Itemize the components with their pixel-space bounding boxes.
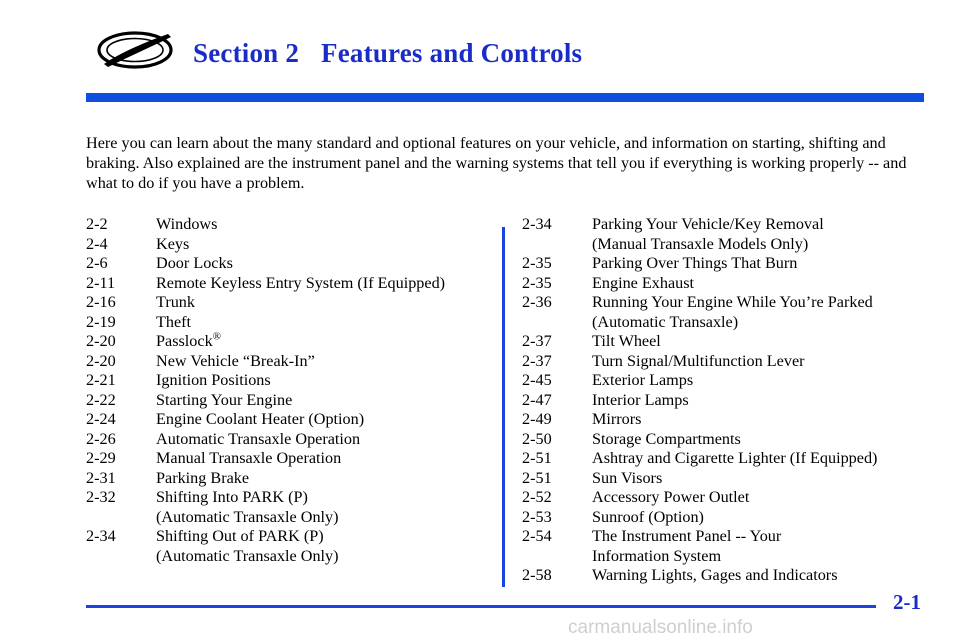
toc-entry-text: (Automatic Transaxle Only)	[156, 507, 339, 526]
toc-entry	[86, 449, 486, 469]
toc-page-number: 2-45	[522, 371, 552, 389]
toc-entry-text: Information System	[592, 546, 722, 565]
toc-entry-text: Remote Keyless Entry System (If Equipped)	[156, 273, 446, 292]
page-number: 2-1	[893, 590, 921, 614]
toc-entry-title	[592, 508, 922, 528]
toc-entry	[522, 332, 922, 352]
toc-entry	[522, 254, 922, 274]
toc-page-number: 2-29	[86, 449, 116, 467]
toc-left-column	[86, 215, 486, 566]
toc-entry-title	[592, 371, 922, 391]
toc-entry	[86, 332, 486, 352]
toc-entry	[86, 352, 486, 372]
toc-entry-title	[156, 313, 486, 333]
toc-entry-text: Parking Over Things That Burn	[592, 254, 798, 272]
toc-entry-text: Theft	[156, 312, 192, 331]
toc-entry	[522, 449, 922, 469]
footer-rule	[86, 605, 876, 608]
toc-entry	[522, 235, 922, 255]
toc-page-number: 2-49	[522, 410, 552, 428]
toc-entry-title	[156, 332, 486, 352]
watermark: carmanualsonline.info	[568, 617, 753, 638]
toc-entry-title	[592, 469, 922, 489]
toc-entry	[86, 410, 486, 430]
column-divider	[502, 227, 505, 587]
toc-entry-title	[592, 566, 922, 586]
toc-page-number: 2-51	[522, 449, 552, 467]
toc-entry	[522, 566, 922, 586]
toc-page-number: 2-21	[86, 371, 116, 389]
toc-entry-title	[592, 293, 922, 313]
toc-entry-text: Passlock	[156, 332, 213, 350]
toc-page-number: 2-2	[86, 215, 108, 233]
toc-entry	[86, 235, 486, 255]
toc-entry-text: Manual Transaxle Operation	[156, 449, 342, 467]
toc-entry	[522, 488, 922, 508]
toc-entry	[86, 469, 486, 489]
toc-entry-text: Keys	[156, 234, 190, 253]
toc-entry-title	[156, 469, 486, 489]
toc-entry-title	[592, 527, 922, 547]
oldsmobile-rocket-logo-icon	[96, 30, 174, 70]
toc-entry-text: Parking Brake	[156, 468, 250, 487]
toc-entry-title	[156, 293, 486, 313]
toc-entry	[86, 274, 486, 294]
toc-entry-text: Automatic Transaxle Operation	[156, 429, 361, 448]
toc-entry-title	[592, 410, 922, 430]
toc-entry-title	[156, 254, 486, 274]
toc-entry-title	[156, 391, 486, 411]
toc-entry	[522, 391, 922, 411]
toc-entry	[86, 215, 486, 235]
section-number: Section 2	[193, 38, 300, 68]
toc-entry	[522, 215, 922, 235]
toc-entry-title	[592, 488, 922, 508]
toc-entry-text: (Manual Transaxle Models Only)	[592, 234, 809, 253]
toc-page-number	[522, 313, 592, 333]
toc-page-number: 2-24	[86, 410, 116, 428]
toc-page-number: 2-6	[86, 254, 108, 272]
toc-page-number: 2-54	[522, 527, 552, 545]
toc-entry-title	[592, 547, 922, 567]
toc-entry-title	[156, 352, 486, 372]
toc-entry-title	[156, 430, 486, 450]
toc-entry-title	[592, 215, 922, 235]
intro-paragraph: Here you can learn about the many standard and optional features on your vehicle, and information on starting, shifting and braking. Also explained are the instrument panel and the warning systems that tell you if everything is working properly -- and what to do if you have a problem.	[86, 134, 907, 193]
toc-entry-title	[592, 352, 922, 372]
section-name: Features and Controls	[321, 38, 583, 68]
toc-page-number: 2-19	[86, 312, 116, 331]
toc-page-number: 2-32	[86, 488, 116, 506]
toc-entry-title	[592, 332, 922, 352]
toc-entry	[86, 371, 486, 391]
toc-page-number: 2-35	[522, 273, 552, 292]
toc-entry	[522, 547, 922, 567]
toc-entry-title	[592, 274, 922, 294]
toc-entry	[522, 313, 922, 333]
toc-entry-text: The Instrument Panel -- Your	[592, 527, 782, 545]
toc-entry	[522, 274, 922, 294]
toc-page-number: 2-16	[86, 293, 116, 311]
toc-right-column	[522, 215, 922, 586]
toc-page-number: 2-26	[86, 429, 116, 448]
toc-entry-text: Ashtray and Cigarette Lighter (If Equipped)	[592, 449, 878, 467]
toc-entry	[522, 527, 922, 547]
toc-page-number: 2-53	[522, 507, 552, 526]
toc-entry	[86, 527, 486, 547]
toc-page-number: 2-11	[86, 273, 116, 292]
toc-entry-text: Ignition Positions	[156, 371, 271, 389]
toc-page-number: 2-34	[86, 527, 116, 545]
toc-page-number	[86, 508, 156, 528]
toc-entry-text: Storage Compartments	[592, 429, 741, 448]
toc-entry-title	[592, 391, 922, 411]
toc-entry-text: Starting Your Engine	[156, 390, 293, 409]
toc-entry	[522, 352, 922, 372]
toc-entry	[522, 469, 922, 489]
toc-entry	[86, 293, 486, 313]
toc-entry-text: Exterior Lamps	[592, 371, 694, 389]
toc-entry	[522, 293, 922, 313]
toc-entry	[522, 371, 922, 391]
toc-entry-title	[156, 274, 486, 294]
toc-entry-title	[156, 449, 486, 469]
toc-page-number: 2-4	[86, 234, 108, 253]
header-rule	[86, 93, 924, 102]
toc-page-number: 2-51	[522, 468, 552, 487]
toc-entry-text: Sun Visors	[592, 468, 663, 487]
toc-entry	[86, 391, 486, 411]
toc-entry-text: Trunk	[156, 293, 195, 311]
toc-entry-text: (Automatic Transaxle)	[592, 312, 739, 331]
toc-entry-title	[592, 235, 922, 255]
toc-entry-text: Accessory Power Outlet	[592, 488, 750, 506]
toc-entry	[86, 547, 486, 567]
toc-entry-text: (Automatic Transaxle Only)	[156, 546, 339, 565]
toc-entry-title	[156, 371, 486, 391]
toc-page-number: 2-35	[522, 254, 552, 272]
toc-entry-text: Engine Coolant Heater (Option)	[156, 410, 365, 428]
toc-entry	[86, 488, 486, 508]
toc-entry-title	[592, 449, 922, 469]
toc-entry-title	[156, 547, 486, 567]
registered-mark: ®	[212, 330, 222, 343]
toc-entry-text: Warning Lights, Gages and Indicators	[592, 566, 838, 584]
toc-entry	[86, 254, 486, 274]
toc-page-number: 2-37	[522, 351, 552, 370]
section-title	[193, 38, 582, 69]
toc-entry-text: Windows	[156, 215, 218, 233]
toc-entry-title	[156, 215, 486, 235]
toc-entry-title	[592, 430, 922, 450]
toc-entry-text: Interior Lamps	[592, 390, 689, 409]
toc-entry-title	[156, 508, 486, 528]
toc-entry-text: Tilt Wheel	[592, 332, 661, 350]
toc-page-number: 2-34	[522, 215, 552, 233]
toc-entry-text: Engine Exhaust	[592, 273, 695, 292]
toc-entry-title	[156, 527, 486, 547]
toc-entry-text: Shifting Out of PARK (P)	[156, 527, 324, 545]
toc-entry	[522, 508, 922, 528]
toc-page-number	[522, 547, 592, 567]
toc-page-number	[86, 547, 156, 567]
toc-page-number: 2-20	[86, 351, 116, 370]
toc-entry-title	[156, 488, 486, 508]
toc-page-number: 2-31	[86, 468, 116, 487]
toc-entry-text: New Vehicle “Break-In”	[156, 351, 315, 370]
toc-entry-title	[156, 235, 486, 255]
toc-page-number: 2-52	[522, 488, 552, 506]
toc-page-number: 2-37	[522, 332, 552, 350]
toc-entry-text: Turn Signal/Multifunction Lever	[592, 351, 805, 370]
toc-entry	[86, 313, 486, 333]
toc-entry-text: Shifting Into PARK (P)	[156, 488, 308, 506]
toc-entry-text: Running Your Engine While You’re Parked	[592, 293, 873, 311]
toc-entry	[522, 430, 922, 450]
toc-entry-text: Door Locks	[156, 254, 233, 272]
toc-page-number: 2-20	[86, 332, 116, 350]
toc-entry	[522, 410, 922, 430]
toc-entry	[86, 430, 486, 450]
toc-entry-text: Mirrors	[592, 410, 642, 428]
toc-page-number: 2-22	[86, 390, 116, 409]
toc-entry-text: Parking Your Vehicle/Key Removal	[592, 215, 824, 233]
toc-page-number: 2-58	[522, 566, 552, 584]
toc-entry-title	[592, 313, 922, 333]
toc-page-number: 2-36	[522, 293, 552, 311]
toc-page-number: 2-50	[522, 429, 552, 448]
toc-entry-title	[592, 254, 922, 274]
toc-entry	[86, 508, 486, 528]
toc-page-number: 2-47	[522, 390, 552, 409]
toc-page-number	[522, 235, 592, 255]
toc-entry-title	[156, 410, 486, 430]
toc-entry-text: Sunroof (Option)	[592, 507, 704, 526]
